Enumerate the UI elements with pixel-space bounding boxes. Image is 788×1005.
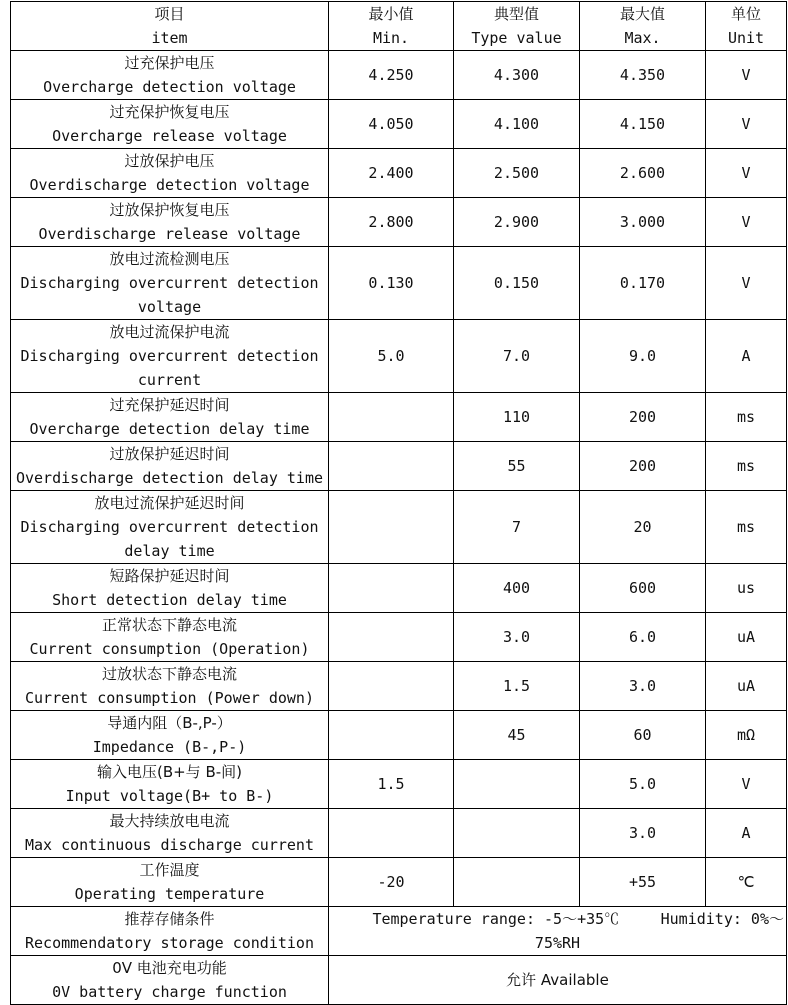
table-row xyxy=(11,393,787,442)
param-cell xyxy=(11,760,329,809)
param-name-zh: 过放保护电压 xyxy=(124,152,215,170)
min-cell xyxy=(329,809,454,858)
unit-cell: us xyxy=(706,564,787,613)
min-cell: 0.130 xyxy=(329,247,454,320)
param-name-en: Discharging overcurrent detection delay time xyxy=(20,518,319,560)
param-name-en: Overcharge release voltage xyxy=(52,127,287,145)
typ-cell: 400 xyxy=(454,564,580,613)
table-row xyxy=(11,613,787,662)
unit-cell: ms xyxy=(706,393,787,442)
param-name-zh: 输入电压(B+与 B-间) xyxy=(96,763,243,781)
max-cell: 3.0 xyxy=(580,662,706,711)
unit-cell: ℃ xyxy=(706,858,787,907)
min-cell: -20 xyxy=(329,858,454,907)
min-cell xyxy=(329,491,454,564)
typ-cell: 3.0 xyxy=(454,613,580,662)
unit-cell: V xyxy=(706,198,787,247)
storage-label: 推荐存储条件 Recommendatory storage condition xyxy=(11,907,329,956)
typ-cell: 7 xyxy=(454,491,580,564)
max-cell: +55 xyxy=(580,858,706,907)
param-name-zh: 过放保护恢复电压 xyxy=(109,201,230,219)
table-row xyxy=(11,711,787,760)
min-cell xyxy=(329,711,454,760)
unit-cell: V xyxy=(706,760,787,809)
typ-cell: 4.100 xyxy=(454,100,580,149)
typ-cell: 4.300 xyxy=(454,51,580,100)
max-cell: 3.000 xyxy=(580,198,706,247)
unit-cell: V xyxy=(706,51,787,100)
max-cell: 200 xyxy=(580,393,706,442)
max-cell: 4.350 xyxy=(580,51,706,100)
param-name-en: Operating temperature xyxy=(74,885,265,903)
typ-cell: 1.5 xyxy=(454,662,580,711)
typ-cell: 0.150 xyxy=(454,247,580,320)
header-typ: 典型值 Type value xyxy=(454,2,580,51)
max-cell: 20 xyxy=(580,491,706,564)
max-cell: 3.0 xyxy=(580,809,706,858)
param-name-en: Discharging overcurrent detection voltage xyxy=(20,274,319,316)
min-cell: 4.050 xyxy=(329,100,454,149)
param-cell xyxy=(11,320,329,393)
typ-cell xyxy=(454,858,580,907)
param-cell xyxy=(11,613,329,662)
param-cell xyxy=(11,564,329,613)
typ-cell: 2.500 xyxy=(454,149,580,198)
typ-cell: 55 xyxy=(454,442,580,491)
table-row xyxy=(11,760,787,809)
max-cell: 9.0 xyxy=(580,320,706,393)
max-cell: 600 xyxy=(580,564,706,613)
typ-cell: 45 xyxy=(454,711,580,760)
param-cell xyxy=(11,809,329,858)
unit-cell: ms xyxy=(706,491,787,564)
unit-cell: mΩ xyxy=(706,711,787,760)
param-cell xyxy=(11,393,329,442)
param-cell xyxy=(11,491,329,564)
table-row xyxy=(11,247,787,320)
param-name-zh: 过充保护延迟时间 xyxy=(109,396,230,414)
typ-cell: 110 xyxy=(454,393,580,442)
typ-cell: 2.900 xyxy=(454,198,580,247)
min-cell: 2.800 xyxy=(329,198,454,247)
table-row xyxy=(11,198,787,247)
min-cell xyxy=(329,564,454,613)
unit-cell: uA xyxy=(706,662,787,711)
ov-charge-row xyxy=(11,956,787,1005)
param-name-zh: 过充保护电压 xyxy=(124,54,215,72)
table-row xyxy=(11,149,787,198)
unit-cell: V xyxy=(706,149,787,198)
param-cell xyxy=(11,198,329,247)
min-cell xyxy=(329,393,454,442)
unit-cell: A xyxy=(706,809,787,858)
param-name-en: Overdischarge detection delay time xyxy=(15,469,324,487)
table-row xyxy=(11,662,787,711)
header-max: 最大值 Max. xyxy=(580,2,706,51)
storage-row xyxy=(11,907,787,956)
param-name-zh: 放电过流保护延迟时间 xyxy=(94,494,245,512)
param-name-zh: 最大持续放电电流 xyxy=(109,812,230,830)
spec-table xyxy=(10,1,787,1005)
param-name-zh: 过放状态下静态电流 xyxy=(101,665,237,683)
min-cell xyxy=(329,442,454,491)
min-cell: 5.0 xyxy=(329,320,454,393)
max-cell: 200 xyxy=(580,442,706,491)
param-name-zh: 过充保护恢复电压 xyxy=(109,103,230,121)
param-name-en: Input voltage(B+ to B-) xyxy=(65,787,274,805)
param-name-en: Short detection delay time xyxy=(52,591,287,609)
table-row xyxy=(11,564,787,613)
storage-value xyxy=(329,907,787,956)
param-cell xyxy=(11,247,329,320)
unit-cell: ms xyxy=(706,442,787,491)
table-row xyxy=(11,51,787,100)
param-name-en: Overcharge detection voltage xyxy=(43,78,296,96)
param-name-en: Impedance (B-,P-) xyxy=(92,738,247,756)
param-name-en: Max continuous discharge current xyxy=(25,836,314,854)
param-name-zh: 工作温度 xyxy=(139,861,200,879)
param-name-en: Overcharge detection delay time xyxy=(29,420,310,438)
table-row xyxy=(11,809,787,858)
ov-charge-label: 0V 电池充电功能 0V battery charge function xyxy=(11,956,329,1005)
param-name-zh: 导通内阻（B-,P-） xyxy=(107,714,232,732)
param-name-en: Discharging overcurrent detection current xyxy=(20,347,319,389)
table-row xyxy=(11,320,787,393)
param-name-en: Overdischarge release voltage xyxy=(38,225,301,243)
header-min: 最小值 Min. xyxy=(329,2,454,51)
max-cell: 6.0 xyxy=(580,613,706,662)
typ-cell xyxy=(454,760,580,809)
param-cell xyxy=(11,51,329,100)
param-cell xyxy=(11,442,329,491)
header-item: 项目 item xyxy=(11,2,329,51)
storage-humidity: Humidity: 0%～ xyxy=(660,910,784,928)
param-cell xyxy=(11,662,329,711)
storage-humidity-end: 75%RH xyxy=(534,934,581,952)
table-row xyxy=(11,100,787,149)
param-name-zh: 放电过流保护电流 xyxy=(109,323,230,341)
param-name-en: Current consumption (Operation) xyxy=(29,640,310,658)
max-cell: 0.170 xyxy=(580,247,706,320)
param-cell xyxy=(11,711,329,760)
param-name-zh: 过放保护延迟时间 xyxy=(109,445,230,463)
typ-cell xyxy=(454,809,580,858)
header-row xyxy=(11,2,787,51)
param-name-zh: 短路保护延迟时间 xyxy=(109,567,230,585)
header-unit: 单位 Unit xyxy=(706,2,787,51)
param-name-zh: 正常状态下静态电流 xyxy=(101,616,237,634)
table-row xyxy=(11,491,787,564)
unit-cell: uA xyxy=(706,613,787,662)
storage-temperature: Temperature range: -5～+35℃ xyxy=(372,910,620,928)
param-name-en: Overdischarge detection voltage xyxy=(29,176,310,194)
min-cell: 1.5 xyxy=(329,760,454,809)
param-name-en: Current consumption (Power down) xyxy=(25,689,314,707)
max-cell: 4.150 xyxy=(580,100,706,149)
typ-cell: 7.0 xyxy=(454,320,580,393)
min-cell xyxy=(329,613,454,662)
unit-cell: V xyxy=(706,247,787,320)
param-cell xyxy=(11,100,329,149)
max-cell: 60 xyxy=(580,711,706,760)
min-cell: 4.250 xyxy=(329,51,454,100)
max-cell: 5.0 xyxy=(580,760,706,809)
param-name-zh: 放电过流检测电压 xyxy=(109,250,230,268)
unit-cell: V xyxy=(706,100,787,149)
table-row xyxy=(11,442,787,491)
ov-charge-value: 允许 Available xyxy=(329,956,787,1005)
max-cell: 2.600 xyxy=(580,149,706,198)
param-cell xyxy=(11,858,329,907)
unit-cell: A xyxy=(706,320,787,393)
param-cell xyxy=(11,149,329,198)
table-row xyxy=(11,858,787,907)
min-cell xyxy=(329,662,454,711)
min-cell: 2.400 xyxy=(329,149,454,198)
